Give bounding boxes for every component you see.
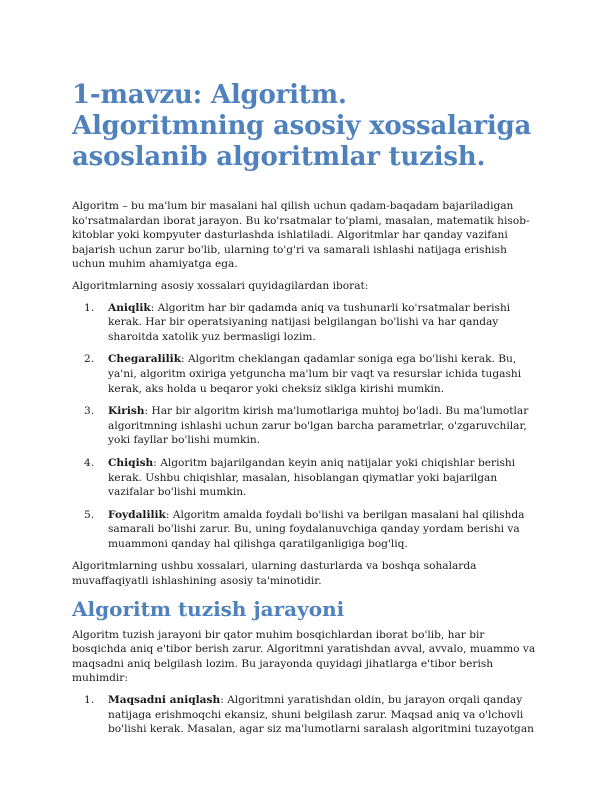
properties-conclusion: Algoritmlarning ushbu xossalari, ularning dasturlarda va boshqa sohalarda muvaffaqiyatli ishlashining asosiy ta'minotidir. — [72, 560, 477, 588]
intro-paragraph: Algoritm – bu ma'lum bir masalani hal qilish uchun qadam-baqadam bajariladigan ko'rsatmalardan iborat jarayon. Bu ko'rsatmalar to'plami, masalan, matematik hisob-kitoblar yoki kompyuter dasturlashda ishlatiladi. Algoritmlar har qanday vazifani bajarish uchun zarur bo'lib, ularning to'g'ri va samarali ishlashi natijaga erishish uchun muhim ahamiyatga ega. — [72, 200, 530, 271]
page-title: 1-mavzu: Algoritm. Algoritmning asosiy xossalariga asoslanib algoritmlar tuzish. — [72, 80, 532, 172]
properties-intro: Algoritmlarning asosiy xossalari quyidagilardan iborat: — [72, 279, 369, 292]
list-term: Maqsadni aniqlash — [108, 694, 221, 707]
list-text: : Har bir algoritm kirish ma'lumotlariga muhtoj bo'ladi. Bu ma'lumotlar algoritmning ishlashi uchun zarur bo'lgan barcha parametrlar, o'zgaruvchilar, yoki fayllar bo'lishi mumkin. — [108, 405, 529, 447]
properties-list — [72, 301, 540, 552]
list-text: : Algoritm cheklangan qadamlar soniga ega bo'lishi kerak. Bu, ya'ni, algoritm oxiriga yetguncha ma'lum bir vaqt va resurslar ichida tugashi kerak, aks holda u beqaror yoki cheksiz siklga kirishi mumkin. — [108, 353, 522, 395]
list-item — [72, 352, 540, 396]
list-item — [72, 404, 540, 448]
list-item — [72, 508, 540, 552]
list-text: : Algoritmni yaratishdan oldin, bu jarayon orqali qanday natijaga erishmoqchi ekansiz, shuni belgilash zarur. Maqsad aniq va o'lchovli bo'lishi kerak. Masalan, agar siz ma'lumotlarni saralash algoritmini tuzayotgan — [108, 694, 534, 736]
list-text: : Algoritm har bir qadamda aniq va tushunarli ko'rsatmalar berishi kerak. Har bir operatsiyaning natijasi belgilangan bo'lishi va har qanday sharoitda xatolik yuz bermasligi lozim. — [108, 301, 511, 343]
list-term: Chegaralilik — [108, 353, 182, 366]
list-item — [72, 301, 540, 345]
list-term: Kirish — [108, 405, 145, 418]
list-item — [72, 456, 540, 500]
section-heading: Algoritm tuzish jarayoni — [72, 596, 345, 621]
list-item — [72, 693, 540, 737]
list-number: 2. — [84, 353, 95, 366]
list-number: 4. — [84, 456, 95, 469]
list-text: : Algoritm amalda foydali bo'lishi va berilgan masalani hal qilishda samarali bo'lishi zarur. Bu, uning foydalanuvchiga qanday yordam berishi va muammoni qanday hal qilishga qaratilganligiga bog'liq. — [108, 508, 525, 550]
list-term: Foydalilik — [108, 508, 166, 521]
steps-list — [72, 693, 540, 737]
section-paragraph: Algoritm tuzish jarayoni bir qator muhim bosqichlardan iborat bo'lib, har bir bosqichda aniq e'tibor berish zarur. Algoritmni yaratishdan avval, avvalo, muammo va maqsadni aniq belgilash lozim. Bu jarayonda quyidagi jihatlarga e'tibor berish muhimdir: — [72, 628, 536, 685]
list-number: 1. — [84, 301, 95, 314]
list-term: Chiqish — [108, 456, 154, 469]
list-text: : Algoritm bajarilgandan keyin aniq natijalar yoki chiqishlar berishi kerak. Ushbu chiqishlar, masalan, hisoblangan qiymatlar yoki bajarilgan vazifalar bo'lishi mumkin. — [108, 456, 516, 499]
list-number: 5. — [84, 508, 95, 521]
list-number: 3. — [84, 405, 95, 418]
list-number: 1. — [84, 694, 95, 707]
list-term: Aniqlik — [108, 301, 151, 314]
